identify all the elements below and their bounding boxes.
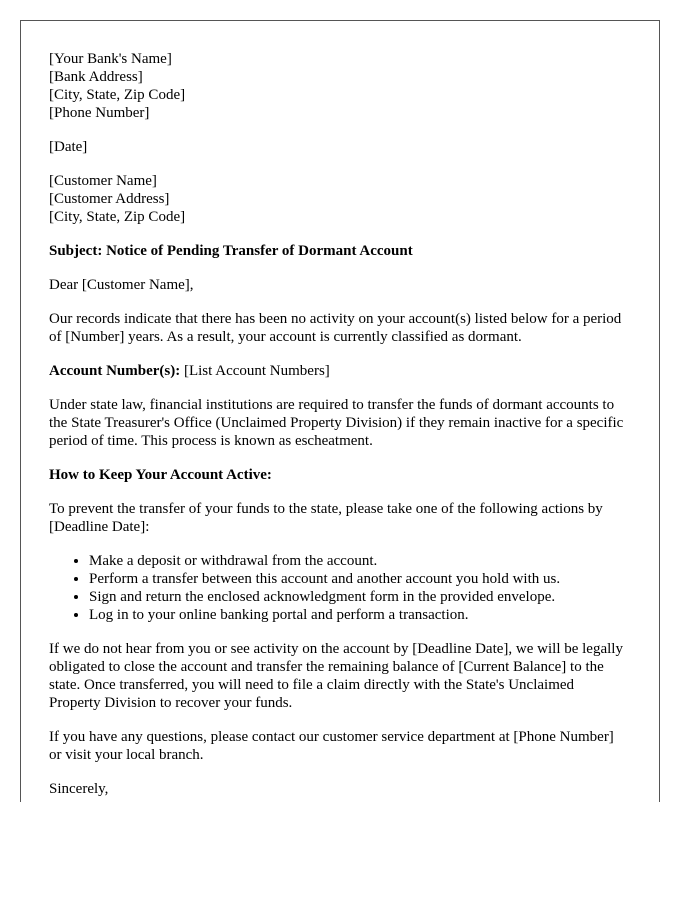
account-numbers-label: Account Number(s): [49,363,181,379]
letter-date [49,138,629,156]
intro-paragraph: Our records indicate that there has been no activity on your account(s) listed below for a period of [Number] years. As a result, your account is currently classified as dormant. [49,311,622,345]
closing: Sincerely, [49,781,109,797]
keep-active-heading-text: How to Keep Your Account Active: [49,467,272,483]
list-item: • Perform a transfer between this account and another account you hold with us. [89,570,629,588]
contact-paragraph: If you have any questions, please contact our customer service department at [Phone Number] or visit your local branch. [49,729,614,763]
sender-city-state-zip: [City, State, Zip Code] [49,87,186,103]
recipient-city-state-zip: [City, State, Zip Code] [49,209,186,225]
subject-text: Subject: Notice of Pending Transfer of Dormant Account [49,243,413,259]
letter-page [20,20,660,802]
account-numbers-value: [List Account Numbers] [183,363,330,379]
salutation: Dear [Customer Name], [49,277,194,293]
sender-phone: [Phone Number] [49,105,150,121]
sender-bank-name: [Your Bank's Name] [49,51,172,67]
list-item: • Make a deposit or withdrawal from the account. [89,552,629,570]
letter-content [49,50,629,802]
keep-active-heading [49,466,629,484]
account-numbers-line [49,362,629,380]
recipient-name: [Customer Name] [49,173,157,189]
law-paragraph: Under state law, financial institutions are required to transfer the funds of dormant accounts to the State Treasurer's Office (Unclaimed Property Division) if they remain inactive for a specific period of time. This process is known as escheatment. [49,397,624,449]
list-item: • Log in to your online banking portal and perform a transaction. [89,606,629,624]
consequence-paragraph: If we do not hear from you or see activity on the account by [Deadline Date], we will be legally obligated to close the account and transfer the remaining balance of [Current Balance] to the state. Once transferred, you will need to file a claim directly with the State's Unclaimed Property Division to recover your funds. [49,641,623,711]
subject-line [49,242,629,260]
list-item: • Sign and return the enclosed acknowledgment form in the provided envelope. [89,588,629,606]
sender-address-block [49,50,629,122]
recipient-address-block [49,172,629,226]
action-list [49,552,629,624]
keep-active-intro: To prevent the transfer of your funds to the state, please take one of the following actions by [Deadline Date]: [49,501,603,535]
date-text: [Date] [49,139,88,155]
recipient-address: [Customer Address] [49,191,170,207]
sender-bank-address: [Bank Address] [49,69,143,85]
